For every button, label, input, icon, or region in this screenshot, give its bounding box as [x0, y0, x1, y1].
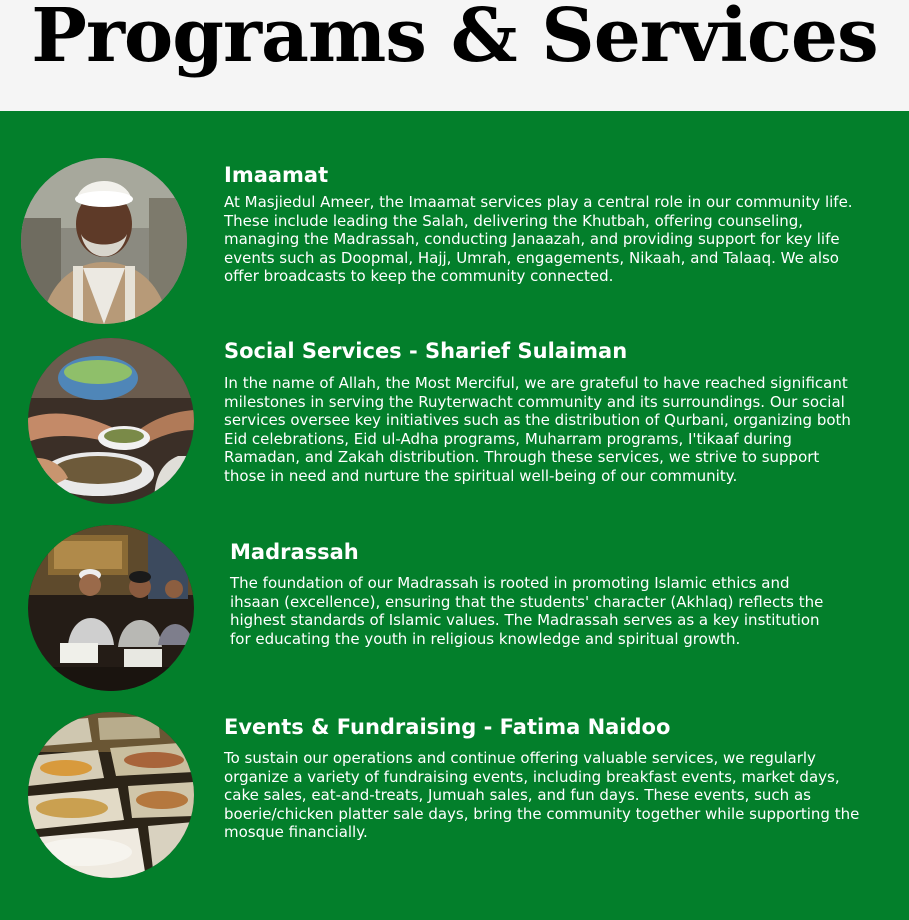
food-distribution-icon [28, 338, 194, 504]
students-reading-icon [28, 525, 194, 691]
programs-panel [0, 111, 909, 920]
program-description: In the name of Allah, the Most Merciful, we are grateful to have reached significant milestones in serving the Ruyterwacht community and its surroundings. Our social services oversee key initiatives such as the distribution of Qurbani, organizing both Eid celebrations, Eid ul-Adha programs, Muharram programs, I'tikaaf during Ramadan, and Zakah distribution. Through these services, we strive to support those in need and nurture the spiritual well-being of our community. [224, 374, 851, 485]
program-title: Social Services - Sharief Sulaiman [224, 339, 628, 363]
page-title: Programs & Services [31, 0, 878, 79]
program-description: At Masjiedul Ameer, the Imaamat services play a central role in our community life. These include leading the Salah, delivering the Khutbah, offering counseling, managing the Madrassah, conducting Janaazah, and providing support for key life events such as Doopmal, Hajj, Umrah, engagements, Nikaah, and Talaaq. We also offer broadcasts to keep the community connected. [224, 193, 853, 285]
page-header [0, 0, 909, 111]
imam-portrait-icon [21, 158, 187, 324]
program-description: The foundation of our Madrassah is rooted in promoting Islamic ethics and ihsaan (excellence), ensuring that the students' character (Akhlaq) reflects the highest standards of Islamic values. The Madrassah serves as a key institution for educating the youth in religious knowledge and spiritual growth. [230, 574, 824, 648]
program-title: Imaamat [224, 163, 329, 187]
program-title: Madrassah [230, 540, 359, 564]
program-description: To sustain our operations and continue offering valuable services, we regularly organize a variety of fundraising events, including breakfast events, market days, cake sales, eat-and-treats, Jumuah sales, and fun days. These events, such as boerie/chicken platter sale days, bring the community together while supporting the mosque financially. [224, 749, 860, 841]
buffet-trays-icon [28, 712, 194, 878]
program-title: Events & Fundraising - Fatima Naidoo [224, 715, 671, 739]
